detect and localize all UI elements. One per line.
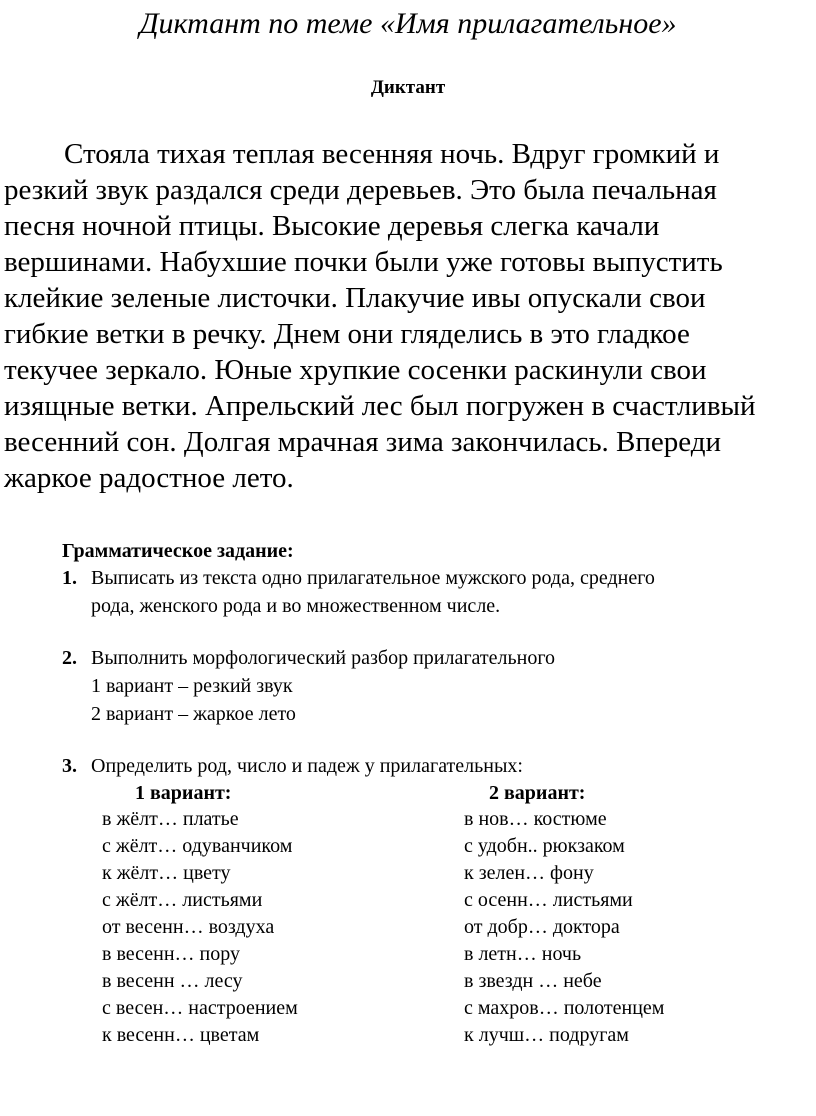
- variant-2-item: в звездн … небе: [464, 970, 602, 992]
- variant-1-heading: 1 вариант:: [135, 782, 232, 804]
- dictation-heading: Диктант: [370, 77, 446, 98]
- variant-1-item: в весенн… пору: [102, 943, 240, 965]
- variant-1-column: [102, 780, 422, 1049]
- dictation-line: клейкие зеленые листочки. Плакучие ивы опускали свои: [4, 282, 706, 314]
- variant-2-item: к зелен… фону: [464, 862, 594, 884]
- task-1: [62, 564, 802, 620]
- variant-2-item: от добр… доктора: [464, 916, 620, 938]
- variant-1-item: с жёлт… одуванчиком: [102, 835, 293, 857]
- task-2: [62, 644, 802, 728]
- variant-2-item: в летн… ночь: [464, 943, 582, 965]
- variant-1-item: в весенн … лесу: [102, 970, 243, 992]
- dictation-line: изящные ветки. Апрельский лес был погружен в счастливый: [4, 390, 756, 422]
- variants-table: [62, 780, 802, 1060]
- dictation-line: текучее зеркало. Юные хрупкие сосенки раскинули свои: [4, 354, 707, 386]
- variant-1-item: в жёлт… платье: [102, 808, 239, 830]
- variant-2-item: с удобн.. рюкзаком: [464, 835, 625, 857]
- dictation-line: весенний сон. Долгая мрачная зима закончилась. Впереди: [4, 426, 722, 458]
- variant-1-item: к жёлт… цвету: [102, 862, 231, 884]
- grammar-section: [62, 538, 802, 1060]
- variant-1-item: с жёлт… листьями: [102, 889, 263, 911]
- task-number: 3.: [62, 755, 77, 777]
- variant-2-item: с осенн… листьями: [464, 889, 633, 911]
- task-line: Выполнить морфологический разбор прилагательного: [91, 647, 556, 669]
- variant-1-item: от весенн… воздуха: [102, 916, 275, 938]
- task-number: 1.: [62, 567, 77, 589]
- task-number: 2.: [62, 647, 77, 669]
- dictation-line: песня ночной птицы. Высокие деревья слегка качали: [4, 210, 660, 242]
- variant-1-item: с весен… настроением: [102, 997, 298, 1019]
- variant-2-item: в нов… костюме: [464, 808, 607, 830]
- document-title: Диктант по теме «Имя прилагательное»: [139, 7, 677, 40]
- dictation-text: [4, 136, 816, 496]
- task-line: Выписать из текста одно прилагательное мужского рода, среднего: [91, 567, 655, 589]
- dictation-line: жаркое радостное лето.: [4, 462, 294, 494]
- dictation-line: резкий звук раздался среди деревьев. Это была печальная: [4, 174, 717, 206]
- variant-2-column: [464, 780, 784, 1049]
- variant-1-item: к весенн… цветам: [102, 1024, 260, 1046]
- task-line: рода, женского рода и во множественном числе.: [91, 595, 501, 617]
- dictation-line: вершинами. Набухшие почки были уже готовы выпустить: [4, 246, 723, 278]
- task-line: Определить род, число и падеж у прилагательных:: [91, 755, 523, 777]
- variant-2-item: с махров… полотенцем: [464, 997, 665, 1019]
- dictation-line: гибкие ветки в речку. Днем они гляделись в это гладкое: [4, 318, 690, 350]
- variant-2-heading: 2 вариант:: [489, 782, 586, 804]
- task-line: 1 вариант – резкий звук: [91, 675, 293, 697]
- variant-2-item: к лучш… подругам: [464, 1024, 629, 1046]
- task-3: [62, 752, 802, 1060]
- dictation-line: Стояла тихая теплая весенняя ночь. Вдруг громкий и: [64, 138, 720, 170]
- grammar-title: Грамматическое задание:: [62, 540, 294, 562]
- task-line: 2 вариант – жаркое лето: [91, 703, 296, 725]
